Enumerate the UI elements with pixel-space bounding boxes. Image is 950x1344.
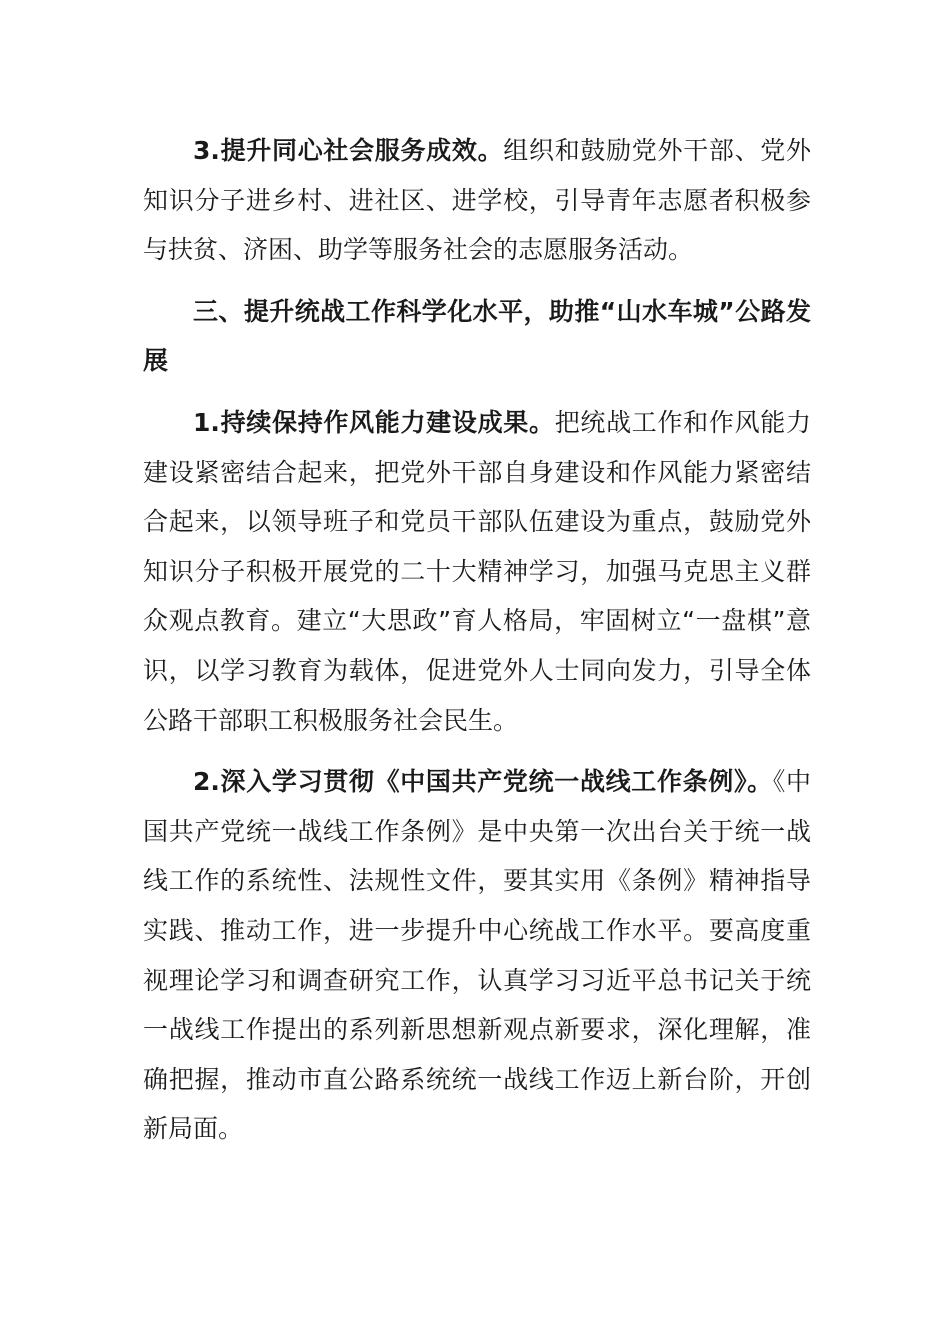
- paragraph-body: 把统战工作和作风能力建设紧密结合起来，把党外干部自身建设和作风能力紧密结合起来，以领导班子和党员干部队伍建设为重点，鼓励党外知识分子积极开展党的二十大精神学习，加强马克思主义群众观点教育。建立“大思政”育人格局，牢固树立“一盘棋”意识，以学习教育为载体，促进党外人士同向发力，引导全体公路干部职工积极服务社会民生。: [143, 407, 811, 735]
- paragraph-lead: 1.持续保持作风能力建设成果。: [193, 407, 555, 437]
- paragraph-work-style: [143, 398, 811, 745]
- paragraph-service-effectiveness: [143, 126, 811, 275]
- paragraph-regulations-study: [143, 757, 811, 1154]
- paragraph-lead: 3.提升同心社会服务成效。: [193, 136, 504, 165]
- document-page: [143, 126, 811, 1154]
- section-heading: 三、提升统战工作科学化水平，助推“山水车城”公路发展: [143, 296, 811, 376]
- paragraph-body: 《中国共产党统一战线工作条例》是中央第一次出台关于统一战线工作的系统性、法规性文件，要其实用《条例》精神指导实践、推动工作，进一步提升中心统战工作水平。要高度重视理论学习和调查研究工作，认真学习习近平总书记关于统一战线工作提出的系列新思想新观点新要求，深化理解，准确把握，推动市直公路系统统一战线工作迈上新台阶，开创新局面。: [143, 767, 811, 1144]
- paragraph-body: 组织和鼓励党外干部、党外知识分子进乡村、进社区、进学校，引导青年志愿者积极参与扶贫、济困、助学等服务社会的志愿服务活动。: [143, 136, 811, 265]
- paragraph-lead: 2.深入学习贯彻《中国共产党统一战线工作条例》。: [193, 767, 773, 797]
